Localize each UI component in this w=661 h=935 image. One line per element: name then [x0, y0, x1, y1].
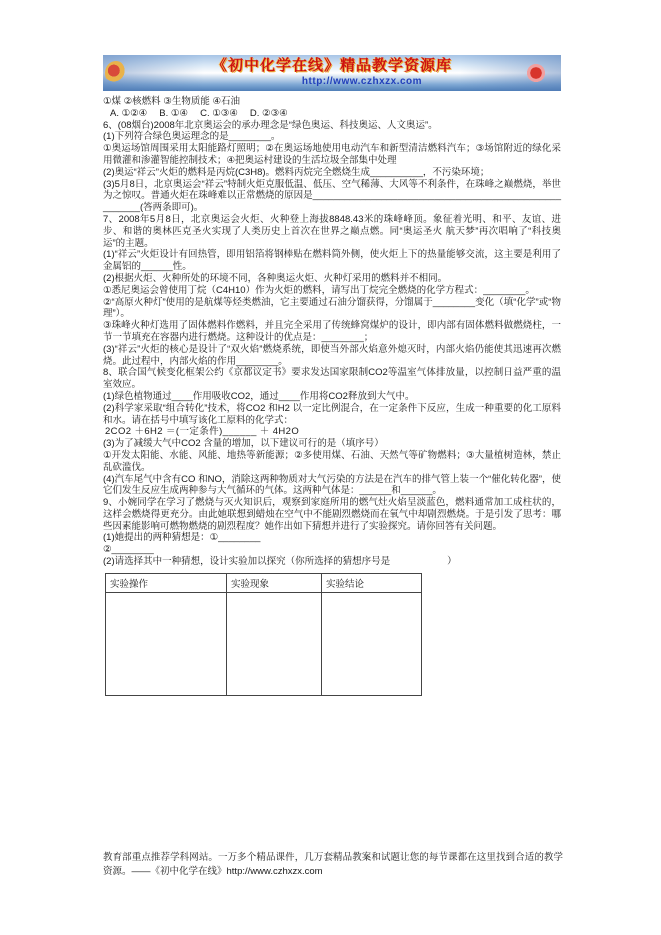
question-9-part-2: (2)请选择其中一种猜想，设计实验加以探究（你所选择的猜想序号是 ）: [103, 556, 457, 568]
question-7-part-1: (1)“祥云”火炬设计有回热管，即用铝箔将钢棒贴在燃料筒外侧，使火炬上下的热量能够交流，这主要是利用了金属铝的______性。: [103, 249, 561, 273]
question-9-part-1: (1)她提出的两种猜想是：①________: [103, 532, 261, 544]
banner-decoration-left-icon: [105, 61, 127, 85]
banner-title: 《初中化学在线》精品教学资源库: [211, 57, 452, 74]
experiment-table-empty-row: [106, 592, 422, 695]
question-8-part-3-options: ①开发太阳能、水能、风能、地热等新能源；②多使用煤、石油、天然气等矿物燃料；③大量植树造林，禁止乱砍滥伐。: [103, 449, 561, 473]
table-cell-operation: [106, 592, 227, 695]
question-6-part-3: (3)5月8日，北京奥运会“祥云”特制火炬克服低温、低压、空气稀薄、大风等不利条件，在珠峰之巅燃烧，举世为之惊叹。普通火炬在珠峰难以正常燃烧的原因是______________________________________________________(答两条即可)。: [103, 178, 561, 214]
banner-decoration-right-icon: [525, 61, 547, 85]
question-6-part-1: (1)下列符合绿色奥运理念的是________。: [103, 131, 281, 143]
question-7-part-3: (3)“祥云”火炬的核心是设计了“双火焰”燃烧系统，即使当外部火焰意外熄灭时，内部火焰仍能使其迅速再次燃烧。此过程中，内部火焰的作用________。: [103, 343, 561, 367]
site-banner: [103, 55, 561, 91]
table-cell-conclusion: [322, 592, 422, 695]
options-line: ①煤 ②核燃料 ③生物质能 ④石油: [103, 96, 240, 107]
question-6-option-list: ①奥运场馆周围采用太阳能路灯照明；②在奥运场地使用电动汽车和新型清洁燃料汽车；③场馆附近的绿化采用微灌和渗灌智能控制技术；④把奥运村建设的生活垃圾全部集中处理: [103, 143, 561, 166]
question-7-part-2: (2)根据火炬、火种所处的环境不同，各种奥运火炬、火种灯采用的燃料并不相同。: [103, 272, 448, 284]
question-7-part-2-item-2: ②“高原火种灯”使用的是航煤等烃类燃油，它主要通过石油分馏获得，分馏属于________变化（填“化学”或“物理”）。: [103, 296, 561, 320]
question-8: 8、联合国气候变化框架公约《京都议定书》要求发达国家限制CO2等温室气体排放量，以控制日益严重的温室效应。: [103, 367, 561, 391]
worksheet-content: [103, 96, 561, 568]
question-8-part-1: (1)绿色植物通过____作用吸收CO2，通过____作用将CO2释放到大气中。: [103, 390, 415, 402]
question-9: 9、小婉同学在学习了燃烧与灭火知识后，观察到家庭所用的燃气灶火焰呈淡蓝色，燃料通常加工成柱状的，这样会燃烧得更充分。由此她联想到蜡烛在空气中不能剧烈燃烧而在氧气中却剧烈燃烧。于是引发了思考：哪些因素能影响可燃物燃烧的剧烈程度？她作出如下猜想并进行了实验探究。请你回答有关问题。: [103, 497, 561, 532]
table-cell-phenomenon: [227, 592, 322, 695]
table-header-operation: 实验操作: [106, 573, 227, 592]
question-8-part-2: (2)科学家采取“组合转化”技术，将CO2 和H2 以一定比例混合，在一定条件下反应，生成一种重要的化工原料和水。请在括号中填写该化工原料的化学式：: [103, 402, 561, 426]
question-9-part-1-guess-2: ②________: [103, 544, 154, 556]
question-8-part-4: (4)汽车尾气中含有CO 和NO，消除这两种物质对大气污染的方法是在汽车的排气管上装一个“催化转化器”，使它们发生反应生成两种参与大气循环的气体。这两种气体是：______和______。: [103, 473, 561, 497]
question-7-part-2-item-1: ①悉尼奥运会曾使用丁烷（C4H10）作为火炬的燃料，请写出丁烷完全燃烧的化学方程式：________。: [103, 284, 535, 296]
question-7: 7、2008年5月8日，北京奥运会火炬、火种登上海拔8848.43米的珠峰峰顶。象征着光明、和平、友谊、进步、和谐的奥林匹克圣火实现了人类历史上首次在世界之巅点燃。同“奥运圣火 航天梦”再次唱响了“科技奥运”的主题。: [103, 213, 561, 249]
banner-url-link[interactable]: http://www.czhxzx.com: [301, 76, 423, 87]
experiment-table: [105, 573, 422, 696]
answer-choices: A. ①②④ B. ①④ C. ①③④ D. ②③④: [110, 107, 288, 119]
question-8-part-3: (3)为了减缓大气中CO2 含量的增加，以下建议可行的是（填序号）: [103, 438, 384, 450]
chemical-equation-line: 2CO2 ＋6H2 ＝(一定条件)______ ＋ 4H2O: [105, 426, 300, 438]
document-page: [103, 55, 561, 696]
table-header-phenomenon: 实验现象: [227, 573, 322, 592]
experiment-table-header-row: [106, 573, 422, 592]
question-6: 6、(08烟台)2008年北京奥运会的承办理念是“绿色奥运、科技奥运、人文奥运”。: [103, 119, 438, 131]
question-7-part-2-item-3: ③珠峰火种灯选用了固体燃料作燃料，并且完全采用了传统蜂窝煤炉的设计，即内部有固体燃料做燃烧柱，一节一节填充在容器内进行燃烧。这种设计的优点是：________；: [103, 320, 561, 343]
footer-promo-text: 教育部重点推荐学科网站。一万多个精品课件，几万套精品教案和试题让您的每节课都在这里找到合适的教学资源。——《初中化学在线》http://www.czhxzx.com: [103, 852, 563, 877]
table-header-conclusion: 实验结论: [322, 573, 422, 592]
question-6-part-2: (2)奥运“祥云”火炬的燃料是丙烷(C3H8)。燃料丙烷完全燃烧生成__________，不污染环境；: [103, 166, 490, 178]
